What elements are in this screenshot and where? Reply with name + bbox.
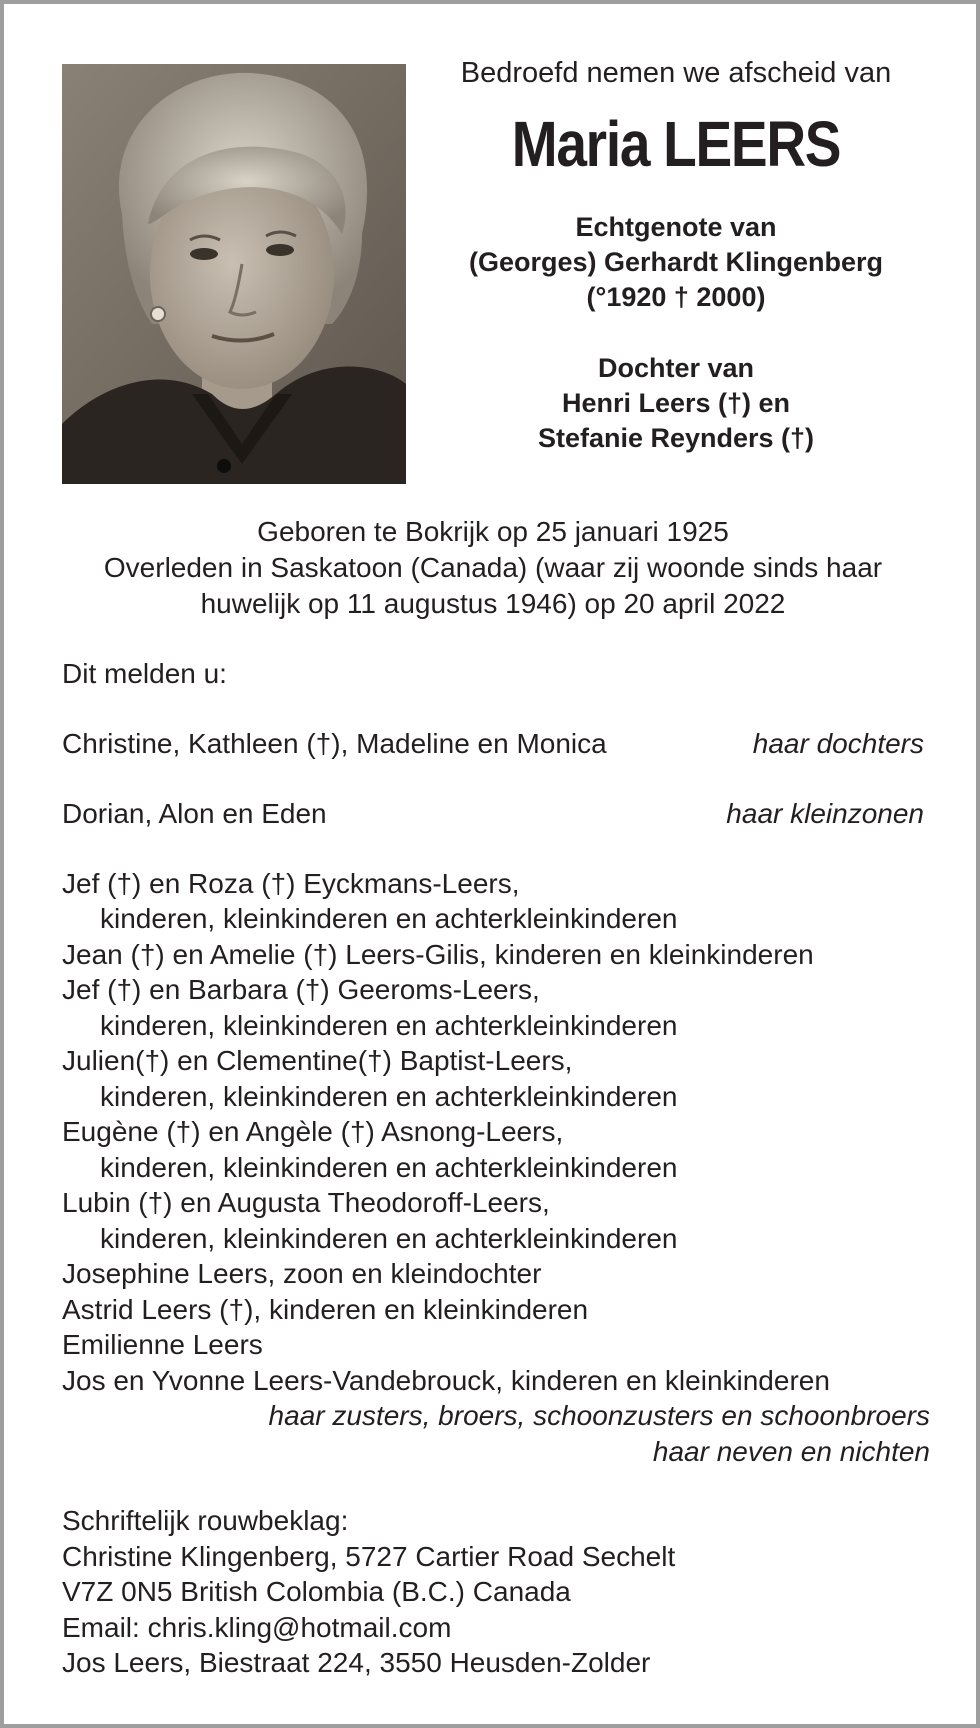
life-line: Geboren te Bokrijk op 25 januari 1925 — [257, 516, 729, 547]
family-line: Jos en Yvonne Leers-Vandebrouck, kinderen en kleinkinderen — [62, 1364, 830, 1396]
family-line: Jef (†) en Roza (†) Eyckmans-Leers, — [62, 867, 520, 899]
family-line: kinderen, kleinkinderen en achterkleinkinderen — [100, 1080, 678, 1112]
contact-email: Email: chris.kling@hotmail.com — [62, 1611, 452, 1643]
grandsons-names: Dorian, Alon en Eden — [62, 797, 327, 829]
spouse-line: (°1920 † 2000) — [586, 282, 766, 312]
family-line: kinderen, kleinkinderen en achterkleinkinderen — [100, 1009, 678, 1041]
contact-line: Christine Klingenberg, 5727 Cartier Road Sechelt — [62, 1540, 676, 1572]
family-line: Julien(†) en Clementine(†) Baptist-Leers, — [62, 1045, 573, 1076]
spouse-line: (Georges) Gerhardt Klingenberg — [468, 247, 884, 277]
family-line: Emilienne Leers — [62, 1329, 263, 1360]
contact-line: V7Z 0N5 British Colombia (B.C.) Canada — [62, 1576, 571, 1607]
contact-block — [62, 1503, 924, 1681]
family-line: kinderen, kleinkinderen en achterkleinkinderen — [100, 1151, 678, 1183]
family-line: kinderen, kleinkinderen en achterkleinkinderen — [100, 903, 678, 934]
spouse-line: Echtgenote van — [575, 212, 777, 242]
parents-line: Stefanie Reynders (†) — [537, 423, 815, 453]
family-line: kinderen, kleinkinderen en achterkleinkinderen — [100, 1222, 678, 1254]
life-dates — [62, 514, 924, 622]
grandsons-row — [62, 796, 924, 832]
parents-block — [412, 351, 940, 456]
announce-line: Dit melden u: — [62, 658, 227, 689]
contact-line: Jos Leers, Biestraat 224, 3550 Heusden-Zolder — [62, 1647, 651, 1678]
grandsons-relation: haar kleinzonen — [726, 797, 924, 829]
deceased-name: Maria LEERS — [511, 108, 841, 180]
family-line: Lubin (†) en Augusta Theodoroff-Leers, — [62, 1187, 550, 1218]
portrait-image — [62, 64, 406, 484]
contact-line: Schriftelijk rouwbeklag: — [62, 1505, 349, 1536]
daughters-row — [62, 726, 924, 762]
family-relation: haar neven en nichten — [652, 1435, 930, 1467]
spouse-block — [412, 210, 940, 315]
family-line: Eugène (†) en Angèle (†) Asnong-Leers, — [62, 1116, 564, 1147]
family-line: Jef (†) en Barbara (†) Geeroms-Leers, — [62, 974, 540, 1005]
family-list — [62, 866, 930, 1470]
family-line: Jean (†) en Amelie (†) Leers-Gilis, kinderen en kleinkinderen — [62, 938, 814, 970]
family-line: Josephine Leers, zoon en kleindochter — [62, 1258, 542, 1289]
life-line: Overleden in Saskatoon (Canada) (waar zij woonde sinds haar — [103, 552, 883, 583]
family-relation: haar zusters, broers, schoonzusters en schoonbroers — [268, 1400, 930, 1431]
obituary-body — [62, 514, 930, 1681]
family-line: Astrid Leers (†), kinderen en kleinkinderen — [62, 1293, 589, 1325]
daughters-relation: haar dochters — [752, 727, 924, 759]
parents-line: Henri Leers (†) en — [561, 388, 791, 418]
parents-line: Dochter van — [597, 353, 755, 383]
intro-line: Bedroefd nemen we afscheid van — [460, 57, 892, 89]
daughters-names: Christine, Kathleen (†), Madeline en Monica — [62, 727, 607, 759]
life-line: huwelijk op 11 augustus 1946) op 20 april 2022 — [200, 588, 786, 619]
header-block — [412, 54, 940, 456]
portrait-photo — [62, 64, 406, 484]
